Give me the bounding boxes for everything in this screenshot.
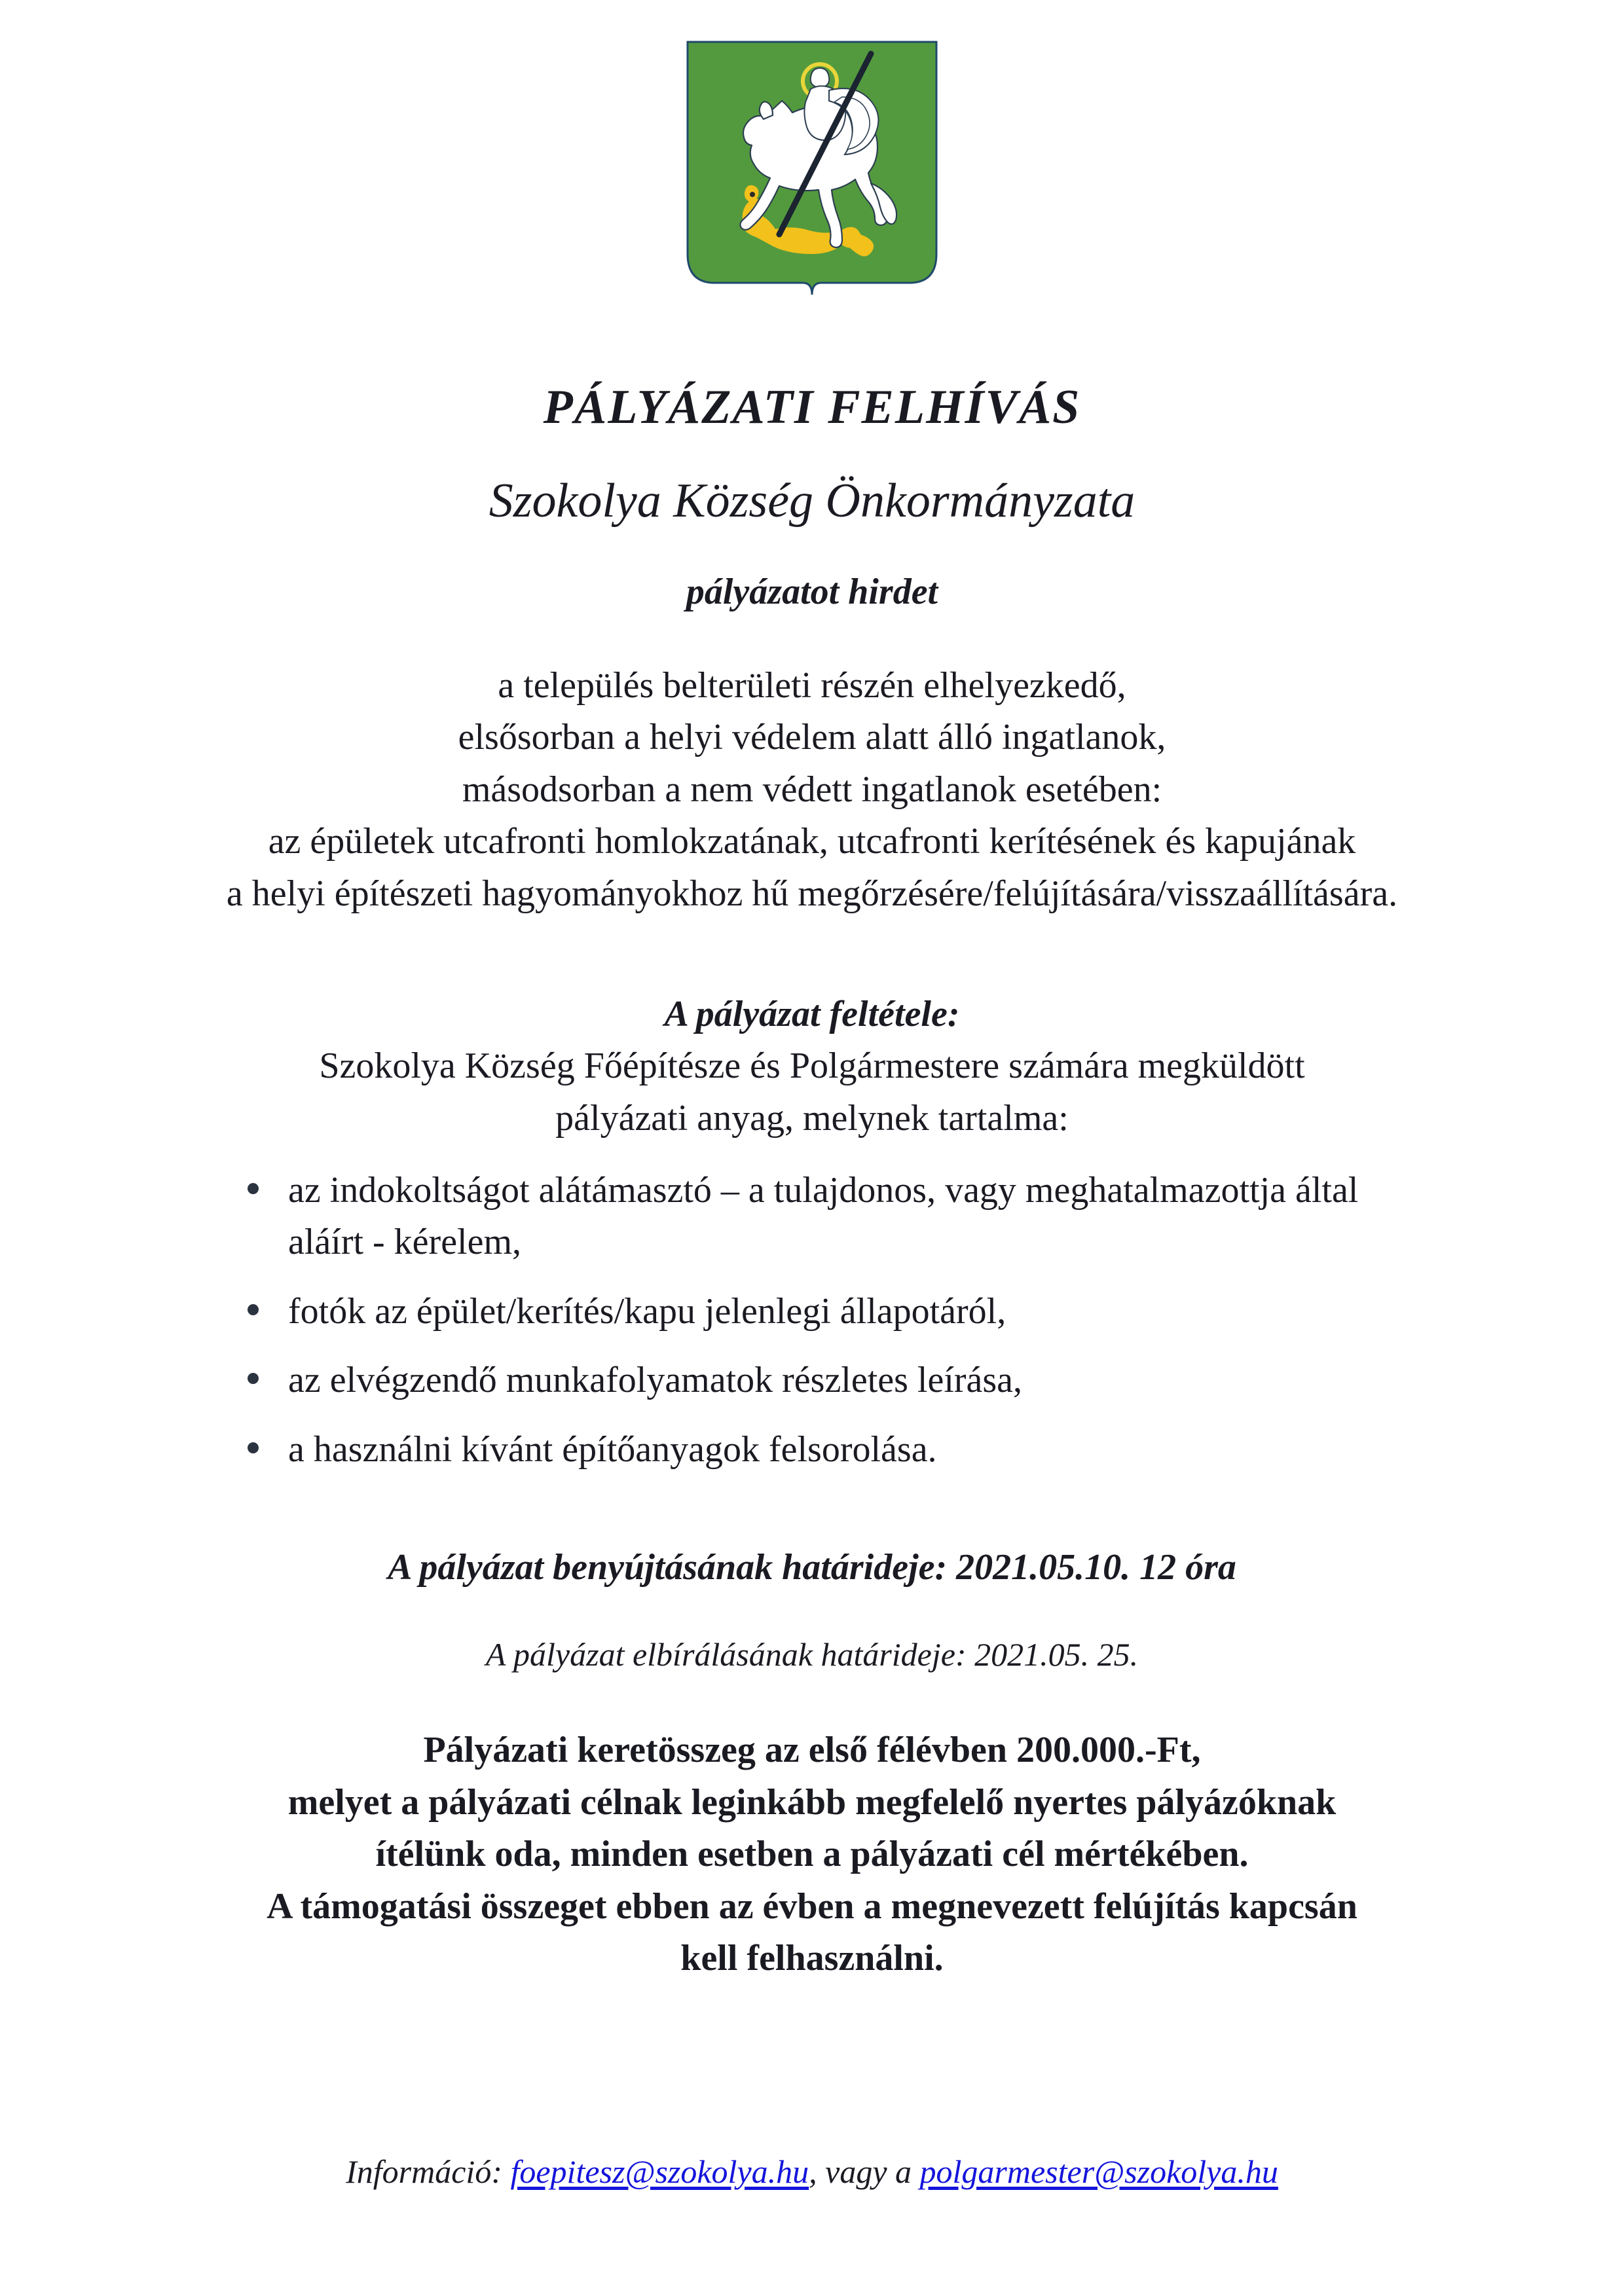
funding-line: melyet a pályázati célnak leginkább megfelelő nyertes pályázóknak [287, 1781, 1337, 1823]
intro-block [196, 660, 1428, 920]
contact-prefix: Információ: [346, 2153, 511, 2190]
bullet-icon [248, 1373, 259, 1384]
email-link-foepitesz[interactable]: foepitesz@szokolya.hu [510, 2153, 809, 2190]
list-item-label: az elvégzendő munkafolyamatok részletes leírása, [288, 1360, 1023, 1401]
list-item-label: a használni kívánt építőanyagok felsorolása. [288, 1429, 937, 1470]
crest-container [196, 0, 1428, 346]
requirements-list [196, 1165, 1428, 1476]
intro-line: másodsorban a nem védett ingatlanok esetében: [462, 769, 1162, 810]
list-item [196, 1355, 1428, 1407]
funding-block [196, 1724, 1428, 1985]
list-item-label: fotók az épület/kerítés/kapu jelenlegi állapotáról, [288, 1290, 1006, 1332]
announce-line: pályázatot hirdet [686, 571, 938, 612]
list-item [196, 1424, 1428, 1476]
funding-line: A támogatási összeget ebben az évben a megnevezett felújítás kapcsán [267, 1886, 1357, 1927]
condition-lead [196, 1040, 1428, 1144]
condition-lead-line: pályázati anyag, melynek tartalma: [555, 1097, 1069, 1139]
condition-heading: A pályázat feltétele: [664, 994, 960, 1035]
intro-line: az épületek utcafronti homlokzatának, utcafronti kerítésének és kapujának [268, 821, 1356, 862]
bullet-icon [248, 1442, 259, 1453]
list-item-label: az indokoltságot alátámasztó – a tulajdonos, vagy meghatalmazottja által aláírt - kérelem, [288, 1169, 1359, 1263]
funding-line: ítélünk oda, minden esetben a pályázati cél mértékében. [375, 1834, 1249, 1875]
evaluation-deadline: A pályázat elbírálásának határideje: 2021.05. 25. [485, 1636, 1139, 1673]
condition-lead-line: Szokolya Község Főépítésze és Polgármestere számára megküldött [319, 1046, 1305, 1087]
funding-line: Pályázati keretösszeg az első félévben 200.000.-Ft, [423, 1730, 1201, 1771]
intro-line: a helyi építészeti hagyományokhoz hű megőrzésére/felújítására/visszaállítására. [226, 873, 1398, 914]
list-item [196, 1165, 1428, 1269]
page-subtitle: Szokolya Község Önkormányzata [489, 474, 1135, 528]
coat-of-arms-icon [681, 38, 943, 346]
page-title: PÁLYÁZATI FELHÍVÁS [543, 380, 1081, 434]
bullet-icon [248, 1304, 259, 1315]
funding-line: kell felhasználni. [680, 1938, 944, 1979]
intro-line: elsősorban a helyi védelem alatt álló ingatlanok, [458, 717, 1166, 758]
bullet-icon [248, 1183, 259, 1194]
email-link-polgarmester[interactable]: polgarmester@szokolya.hu [919, 2153, 1278, 2190]
intro-line: a település belterületi részén elhelyezkedő, [498, 665, 1126, 706]
contact-separator: , vagy a [809, 2153, 920, 2190]
contact-footer [196, 2153, 1428, 2191]
submission-deadline: A pályázat benyújtásának határideje: 2021.05.10. 12 óra [388, 1547, 1236, 1588]
list-item [196, 1286, 1428, 1338]
